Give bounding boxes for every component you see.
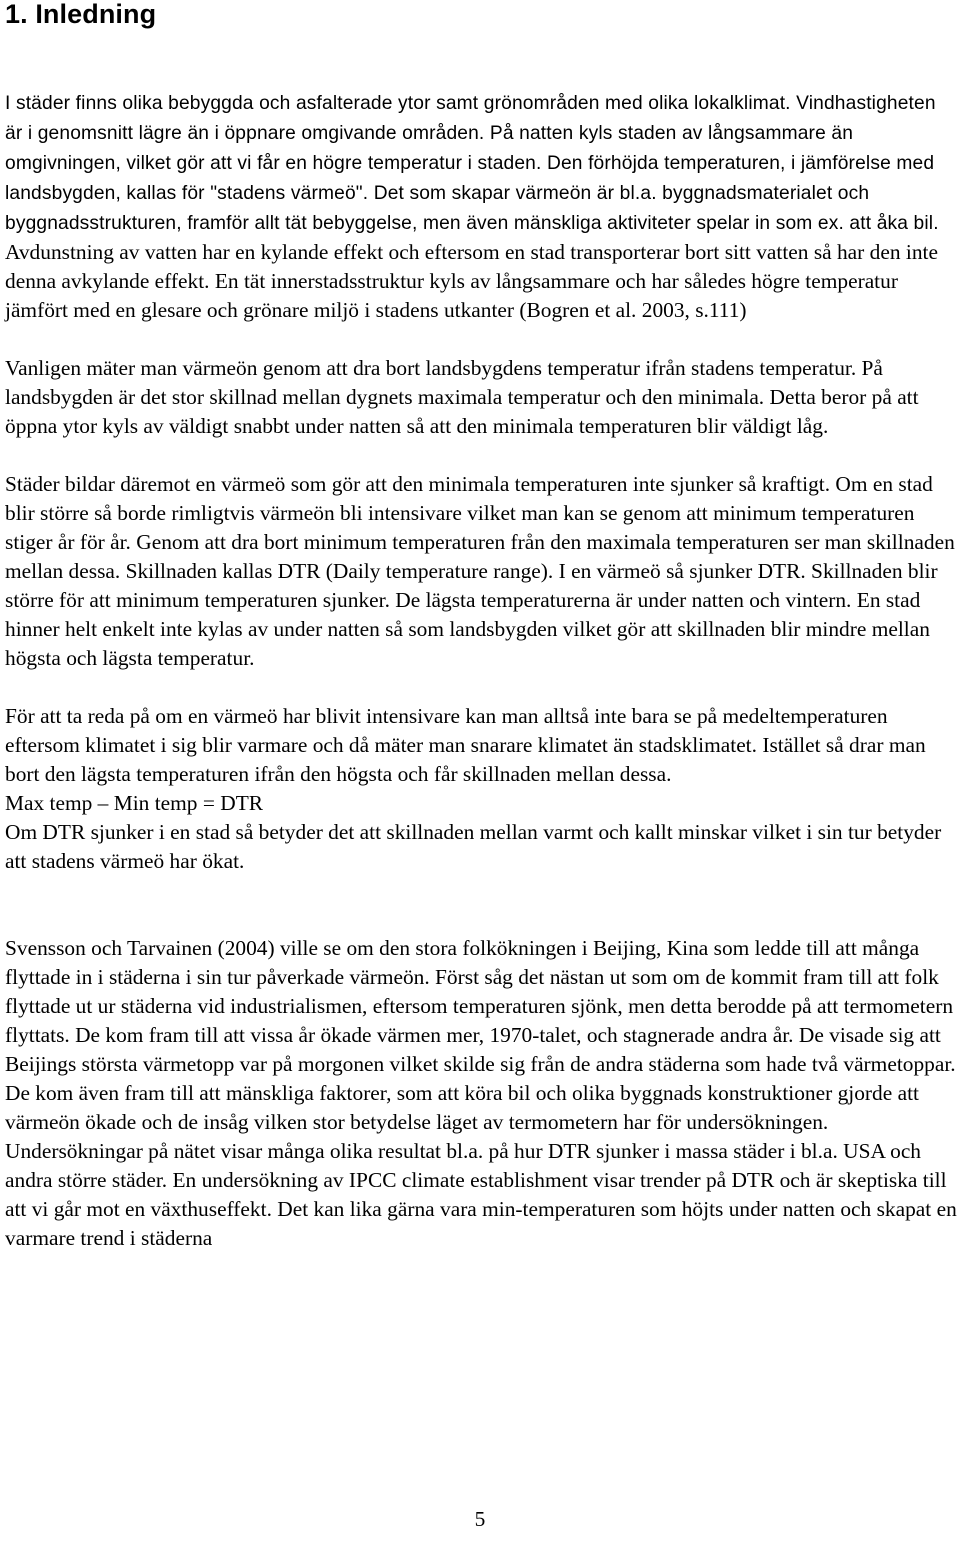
paragraph-intensity: För att ta reda på om en värmeö har blivit intensivare kan man alltså inte bara se på medeltemperaturen eftersom klimatet i sig blir varmare och då mäter man snarare klimatet än stadsklimatet. Istället så drar man bort den lägsta temperaturen ifrån den högsta och får skillnaden mellan dessa. xyxy=(5,704,926,786)
paragraph-beijing-study: Svensson och Tarvainen (2004) ville se om den stora folkökningen i Beijing, Kina som ledde till att många flyttade in i städerna i sin tur påverkade värmeön. Först såg det nästan ut som om de kommit fram till att folk flyttade ut ur städerna vid industrialismen, eftersom temperaturen sjönk, men detta berodde på att termometern flyttats. De kom fram till att vissa år ökade värmen mer, 1970-talet, och stagnerade andra år. De visade sig att Beijings största värmetopp var på morgonen vilket skilde sig från de andra städerna som hade två värmetoppar. De kom även fram till att mänskliga faktorer, som att köra bil och olika byggnads konstruktioner gjorde att värmeön ökade och de insåg vilken stor betydelse läget av termometern har för undersökningen. xyxy=(5,936,956,1134)
paragraph-intro xyxy=(5,88,957,325)
section-heading: 1. Inledning xyxy=(5,0,157,29)
body-text xyxy=(5,88,957,1253)
formula-line: Max temp – Min temp = DTR xyxy=(5,791,264,815)
paragraph-dtr-conclusion: Om DTR sjunker i en stad så betyder det att skillnaden mellan varmt och kallt minskar vilket i sin tur betyder att stadens värmeö har ökat. xyxy=(5,820,942,873)
paragraph-dtr: Städer bildar däremot en värmeö som gör att den minimala temperaturen inte sjunker så kraftigt. Om en stad blir större så borde rimligtvis värmeön bli intensivare vilket man kan se genom att minimum temperaturen stiger år för år. Genom att dra bort minimum temperaturen från den maximala temperaturen ser man skillnaden mellan dessa. Skillnaden kallas DTR (Daily temperature range). I en värmeö så sjunker DTR. Skillnaden blir större för att minimum temperaturen sjunker. De lägsta temperaturerna är under natten och vintern. En stad hinner helt enkelt inte kylas av under natten så som landsbygden vilket gör att skillnaden blir mindre mellan högsta och lägsta temperatur. xyxy=(5,472,955,670)
paragraph-online-studies: Undersökningar på nätet visar många olika resultat bl.a. på hur DTR sjunker i massa städer i bl.a. USA och andra större städer. En undersökning av IPCC climate establishment visar trender på DTR och är skeptiska till att vi går mot en växthuseffekt. Det kan lika gärna vara min-temperaturen som höjts under natten och skapat en varmare trend i städerna xyxy=(5,1139,957,1250)
paragraph-measuring: Vanligen mäter man värmeön genom att dra bort landsbygdens temperatur ifrån stadens temperatur. På landsbygden är det stor skillnad mellan dygnets maximala temperatur och den minimala. Detta beror på att öppna ytor kyls av väldigt snabbt under natten så att den minimala temperaturen blir väldigt låg. xyxy=(5,356,919,438)
paragraph-intro-serif-part: Avdunstning av vatten har en kylande effekt och eftersom en stad transporterar bort sitt vatten så har den inte denna avkylande effekt. En tät innerstadsstruktur kyls av långsammare och har således högre temperatur jämfört med en glesare och grönare miljö i stadens utkanter (Bogren et al. 2003, s.111) xyxy=(5,240,938,322)
paragraph-intro-sans-part: I städer finns olika bebyggda och asfalterade ytor samt grönområden med olika lokalklimat. Vindhastigheten är i genomsnitt lägre än i öppnare omgivande områden. På natten kyls staden av långsammare än omgivningen, vilket gör att vi får en högre temperatur i staden. Den förhöjda temperaturen, i jämförelse med landsbygden, kallas för "stadens värmeö". Det som skapar värmeön är bl.a. byggnadsmaterialet och byggnadsstrukturen, framför allt tät bebyggelse, men även mänskliga aktiviteter spelar in som ex. att åka bil. xyxy=(5,93,939,234)
page-number: 5 xyxy=(474,1507,486,1531)
